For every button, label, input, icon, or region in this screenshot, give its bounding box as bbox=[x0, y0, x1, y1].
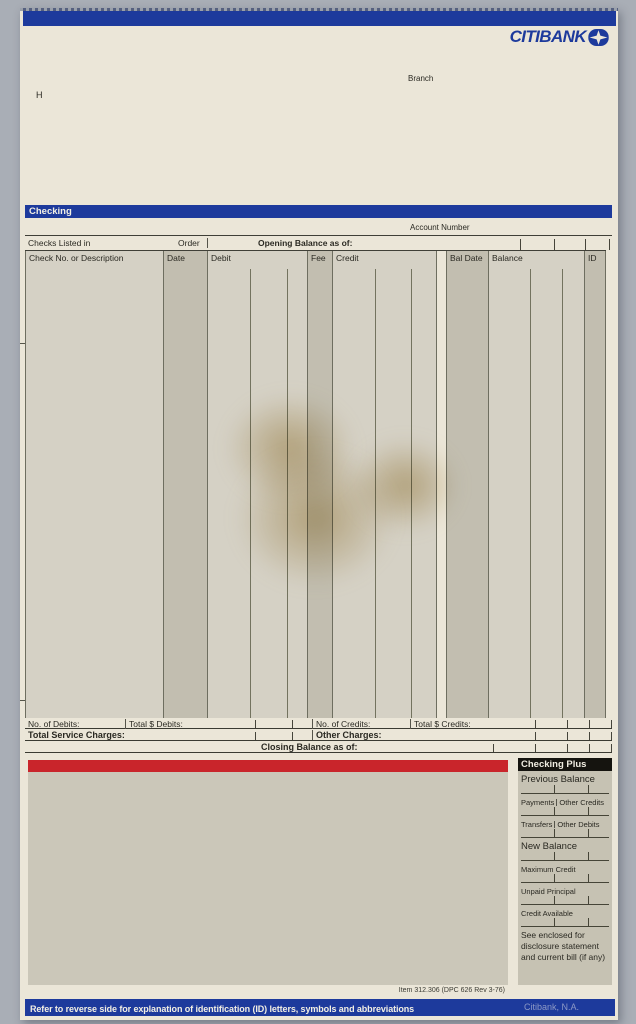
row-label: Other Credits bbox=[559, 798, 604, 807]
column-header: Check No. or Description bbox=[29, 253, 124, 263]
red-accent-bar bbox=[28, 760, 508, 772]
amount-line bbox=[521, 785, 609, 794]
tick-mark bbox=[255, 720, 256, 728]
checking-section-bar bbox=[25, 205, 612, 218]
other-charges-label: Other Charges: bbox=[312, 730, 382, 740]
tick-mark bbox=[611, 744, 612, 752]
label-divider bbox=[556, 799, 557, 806]
disclosure-note: See enclosed for disclosure statement and current bill (if any) bbox=[521, 930, 606, 962]
checking-plus-row bbox=[521, 906, 609, 927]
checks-listed-in-label: Checks Listed in bbox=[28, 238, 91, 248]
column-id bbox=[584, 251, 606, 718]
previous-balance-label: Previous Balance bbox=[521, 774, 595, 785]
bank-name: Citibank, N.A. bbox=[524, 1002, 580, 1012]
checking-plus-body bbox=[518, 771, 612, 963]
column-bal-date bbox=[446, 251, 488, 718]
top-blue-bar bbox=[23, 11, 616, 26]
amount-line bbox=[521, 896, 609, 905]
checking-plus-panel bbox=[518, 758, 612, 985]
column-divider bbox=[411, 269, 412, 718]
registration-mark bbox=[20, 700, 25, 701]
closing-balance-row bbox=[25, 741, 612, 753]
amount-line bbox=[521, 829, 609, 838]
tick-mark bbox=[589, 744, 590, 752]
tick-mark bbox=[554, 239, 555, 250]
column-divider bbox=[530, 269, 531, 718]
account-number-label: Account Number bbox=[410, 223, 470, 232]
tick-mark bbox=[611, 720, 612, 728]
amount-line bbox=[521, 852, 609, 861]
tick-mark bbox=[589, 732, 590, 740]
summary-charges-row bbox=[25, 729, 612, 741]
amount-line bbox=[521, 874, 609, 883]
column-balance bbox=[488, 251, 584, 718]
column-header: Bal Date bbox=[450, 253, 483, 263]
column-credit bbox=[332, 251, 437, 718]
coffee-stain bbox=[350, 438, 460, 533]
tick-mark bbox=[567, 744, 568, 752]
maximum-credit-label: Maximum Credit bbox=[521, 865, 576, 874]
branch-label: Branch bbox=[408, 74, 434, 83]
registration-mark bbox=[20, 343, 25, 344]
tick-mark bbox=[292, 720, 293, 728]
checking-plus-title: Checking Plus bbox=[521, 759, 587, 770]
credit-available-label: Credit Available bbox=[521, 909, 573, 918]
citibank-wordmark: CITIBANK bbox=[509, 27, 586, 46]
column-check-description bbox=[25, 251, 163, 718]
tick-mark bbox=[520, 239, 521, 250]
summary-counts-row bbox=[25, 718, 612, 729]
table-top-line bbox=[25, 250, 606, 251]
tick-mark bbox=[611, 732, 612, 740]
column-date bbox=[163, 251, 207, 718]
total-service-charges-label: Total Service Charges: bbox=[28, 730, 125, 740]
checks-listed-row bbox=[25, 236, 612, 250]
checking-plus-row bbox=[521, 839, 609, 861]
row-label: Payments bbox=[521, 798, 555, 807]
closing-balance-label: Closing Balance as of: bbox=[261, 742, 358, 752]
column-header: ID bbox=[588, 253, 597, 263]
column-header: Balance bbox=[492, 253, 523, 263]
tick-mark bbox=[567, 720, 568, 728]
transfers-other-debits-label bbox=[521, 817, 609, 829]
column-divider bbox=[287, 269, 288, 718]
item-code: Item 312.306 (DPC 626 Rev 3-76) bbox=[398, 987, 505, 994]
checking-plus-row bbox=[521, 817, 609, 838]
no-of-debits-label: No. of Debits: bbox=[28, 719, 80, 729]
column-divider bbox=[250, 269, 251, 718]
tick-mark bbox=[609, 239, 610, 250]
tick-mark bbox=[292, 732, 293, 740]
tick-mark bbox=[585, 239, 586, 250]
citibank-compass-icon bbox=[588, 29, 609, 46]
amount-line bbox=[521, 807, 609, 816]
column-debit bbox=[207, 251, 307, 718]
opening-balance-label: Opening Balance as of: bbox=[258, 238, 353, 248]
tick-mark bbox=[255, 732, 256, 740]
row-label: Other Debits bbox=[557, 820, 600, 829]
blank-notes-area bbox=[28, 772, 508, 985]
reverse-side-note: Refer to reverse side for explanation of identification (ID) letters, symbols and abbreviations bbox=[30, 1004, 415, 1014]
column-fee bbox=[307, 251, 332, 718]
coffee-stain bbox=[235, 448, 395, 588]
label-divider bbox=[554, 821, 555, 828]
column-header: Debit bbox=[211, 253, 231, 263]
checking-plus-row bbox=[521, 772, 609, 794]
checking-plus-row bbox=[521, 862, 609, 883]
coffee-stain bbox=[225, 393, 355, 503]
new-balance-label: New Balance bbox=[521, 841, 577, 852]
column-divider bbox=[375, 269, 376, 718]
citibank-logo bbox=[510, 27, 609, 47]
id-letter: H bbox=[36, 90, 43, 100]
tick-mark bbox=[493, 744, 494, 752]
tick-mark bbox=[567, 732, 568, 740]
total-debits-label: Total $ Debits: bbox=[125, 719, 183, 729]
column-divider bbox=[562, 269, 563, 718]
checking-plus-header bbox=[518, 758, 612, 771]
order-divider bbox=[207, 238, 208, 248]
checking-plus-row bbox=[521, 884, 609, 905]
footer-bar bbox=[25, 999, 615, 1016]
paper-sheet bbox=[20, 8, 618, 1020]
row-label: Transfers bbox=[521, 820, 553, 829]
checking-section-title: Checking bbox=[29, 206, 72, 217]
total-credits-label: Total $ Credits: bbox=[410, 719, 471, 729]
unpaid-principal-label: Unpaid Principal bbox=[521, 887, 576, 896]
amount-line bbox=[521, 918, 609, 927]
column-header: Fee bbox=[311, 253, 326, 263]
no-of-credits-label: No. of Credits: bbox=[312, 719, 370, 729]
checking-plus-row bbox=[521, 795, 609, 816]
tick-mark bbox=[535, 720, 536, 728]
column-header: Date bbox=[167, 253, 185, 263]
order-label: Order bbox=[178, 238, 200, 248]
column-header: Credit bbox=[336, 253, 359, 263]
tick-mark bbox=[589, 720, 590, 728]
tick-mark bbox=[535, 732, 536, 740]
payments-other-credits-label bbox=[521, 795, 609, 807]
tick-mark bbox=[535, 744, 536, 752]
